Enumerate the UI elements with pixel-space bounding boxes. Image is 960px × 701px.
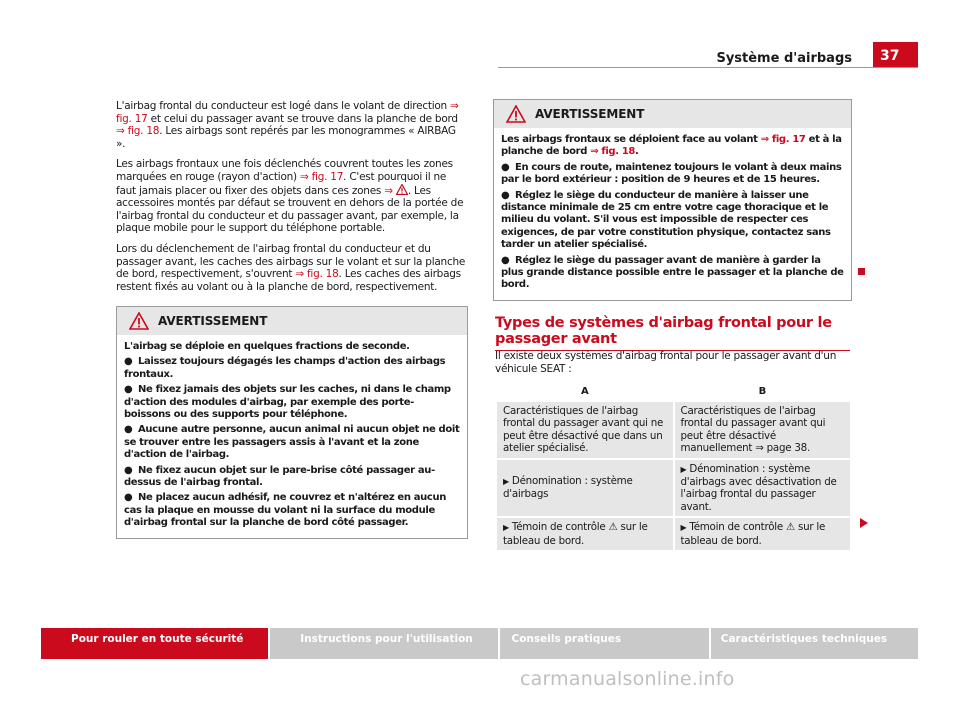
fig-17-link[interactable]: ⇒ fig. 17 [299,170,344,183]
warning-triangle-icon [396,184,408,195]
text: et à la planche de bord [501,134,842,158]
table-cell: Caractéristiques de l'airbag frontal du passager avant qui peut être désactivé manuellement ⇒ page 38. [675,400,851,458]
text: Les airbags frontaux une fois déclenchés couvrent toutes les zones marquées en rouge (rayon d'action) [116,158,453,183]
warning-bullet: ● Laissez toujours dégagés les champs d'action des airbags frontaux. [124,356,446,380]
section-title: Types de systèmes d'airbag frontal pour le passager avant [495,315,850,351]
footer-nav [41,628,918,659]
warning-body [117,335,467,538]
table-cell [497,516,673,550]
left-column [116,100,468,301]
header-rule [498,67,918,68]
warning-header [494,100,851,128]
warning-bullet: ● Réglez le siège du conducteur de manière à laisser une distance minimale de 25 cm entre votre cage thoracique et le milieu du volant. S'il vous est impossible de respecter ces exigences, de par votre constitution physique, contactez sans tarder un atelier spécialisé. [501,189,831,251]
fig-18-link[interactable]: ⇒ fig. 18 [116,125,160,138]
text: L'airbag frontal du conducteur est logé dans le volant de direction [116,100,451,112]
cell-text: Dénomination : système d'airbags avec désactivation de l'airbag frontal du passager avant. [680,462,837,513]
arrow-right-icon: ▶ [503,523,509,533]
warning-bullet: ● Aucune autre personne, aucun animal ni aucun objet ne doit se trouver entre les passagers assis à l'avant et la zone d'action de l'airbag. [124,424,460,461]
column-header-b: B [675,385,851,400]
arrow-right-icon: ▶ [680,523,687,533]
text: . [635,146,639,158]
paragraph-2 [116,158,468,235]
bullet-text: Laissez toujours dégagés les champs d'action des airbags frontaux. [124,356,446,380]
table-header-row [497,385,850,400]
arrow-right-icon: ▶ [680,464,687,474]
bullet-text: En cours de route, maintenez toujours le volant à deux mains par le bord extérieur : position de 9 heures et de 15 heures. [501,161,842,186]
warning-bullet: ● Ne fixez jamais des objets sur les caches, ni dans le champ d'action des modules d'airbag, par exemple des porte-boissons ou des supports pour téléphone. [124,384,451,421]
text: . C'est pourquoi il ne faut jamais placer ou fixer des objets dans ces zones [116,170,447,197]
continue-arrow-icon [860,518,868,528]
bullet-text: Ne placez aucun adhésif, ne couvrez et n'altérez en aucun cas la plaque en mousse du volant ni la surface du module d'airbag frontal sur la planche de bord côté passager. [124,492,447,529]
bullet-text: Aucune autre personne, aucun animal ni aucun objet ne doit se trouver entre les passagers assis à l'avant et la zone d'action de l'airbag. [124,424,460,461]
bullet-text: Réglez le siège du passager avant de manière à garder la plus grande distance possible entre le passager et la planche de bord. [501,254,844,291]
warning-triangle-icon [506,105,526,123]
text: et celui du passager avant se trouve dans la planche de bord [147,112,458,125]
text: . Les airbags sont repérés par les monogrammes « AIRBAG ». [116,125,456,150]
warning-box-right [493,99,852,301]
table-row [497,458,850,517]
paragraph-1 [116,100,468,150]
bullet-text: Ne fixez aucun objet sur le pare-brise côté passager au-dessus de l'airbag frontal. [124,464,435,489]
warning-bullet: ● Ne placez aucun adhésif, ne couvrez et n'altérez en aucun cas la plaque en mousse du volant ni la surface du module d'airbag frontal sur la planche de bord côté passager. [124,492,447,529]
header-title: Système d'airbags [716,51,852,66]
table-row [497,516,850,550]
table-row [497,400,850,458]
warning-triangle-icon [129,312,149,330]
table-cell [675,516,851,550]
warning-link[interactable]: ⇒ [384,184,393,197]
warning-intro: L'airbag se déploie en quelques fractions de seconde. [124,341,410,352]
watermark: carmanualsonline.info [520,668,735,690]
cell-text: Témoin de contrôle ⚠ sur le tableau de bord. [680,521,826,547]
fig-18-link[interactable]: ⇒ fig. 18 [295,268,339,281]
tab-practical-tips[interactable]: Conseils pratiques [500,628,709,659]
warning-title: AVERTISSEMENT [535,107,645,121]
section-end-marker [858,268,865,275]
tab-instructions[interactable]: Instructions pour l'utilisation [270,628,497,659]
text: Les airbags frontaux se déploient face au volant [501,134,761,145]
section-intro: Il existe deux systèmes d'airbag frontal pour le passager avant d'un véhicule SEAT : [495,350,837,375]
warning-bullet: ● En cours de route, maintenez toujours le volant à deux mains par le bord extérieur : position de 9 heures et de 15 heures. [501,161,842,186]
fig-17-link[interactable]: ⇒ fig. 17 [760,134,806,145]
warning-header [117,307,467,335]
warning-box-left [116,306,468,539]
warning-bullet: ● Réglez le siège du passager avant de manière à garder la plus grande distance possible entre le passager et la planche de bord. [501,254,844,291]
warning-body [494,128,851,300]
page-number: 37 [873,42,918,67]
table-cell [675,458,851,517]
arrow-right-icon: ▶ [503,477,509,487]
table-cell: Caractéristiques de l'airbag frontal du passager avant qui ne peut être désactivé que dans un atelier spécialisé. [497,400,673,458]
table-cell [497,458,673,517]
bullet-text: Ne fixez jamais des objets sur les caches, ni dans le champ d'action des modules d'airbag, par exemple des porte-boissons ou des supports pour téléphone. [124,384,451,421]
airbag-types-table [495,385,852,550]
tab-technical-specs[interactable]: Caractéristiques techniques [711,628,918,659]
warning-title: AVERTISSEMENT [158,314,268,328]
warning-bullet: ● Ne fixez aucun objet sur le pare-brise côté passager au-dessus de l'airbag frontal. [124,464,435,489]
column-header-a: A [497,385,673,400]
fig-17-link[interactable]: ⇒ fig. 17 [116,100,459,125]
text: Lors du déclenchement de l'airbag frontal du conducteur et du passager avant, les caches des airbags sur le volant et sur la planche de bord, respectivement, s'ouvrent [116,242,466,281]
warning-intro [501,134,844,159]
tab-safety[interactable]: Pour rouler en toute sécurité [41,628,268,659]
paragraph-3 [116,243,468,293]
text: . Les accessoires montés par défaut se trouvent en dehors de la portée de l'airbag frontal du conducteur et du passager avant, par exemple, la plaque mobile pour le support du téléphone portable. [116,184,464,235]
text: . Les caches des airbags restent fixés au volant ou à la planche de bord, respectivement. [116,268,461,293]
cell-text: Témoin de contrôle ⚠ sur le tableau de bord. [503,521,648,547]
bullet-text: Réglez le siège du conducteur de manière à laisser une distance minimale de 25 cm entre votre cage thoracique et le milieu du volant. S'il vous est impossible de respecter ces exigences, de par votre constitution physique, contactez sans tarder un atelier spécialisé. [501,189,831,251]
fig-18-link[interactable]: ⇒ fig. 18 [590,146,636,158]
cell-text: Dénomination : système d'airbags [503,475,633,501]
